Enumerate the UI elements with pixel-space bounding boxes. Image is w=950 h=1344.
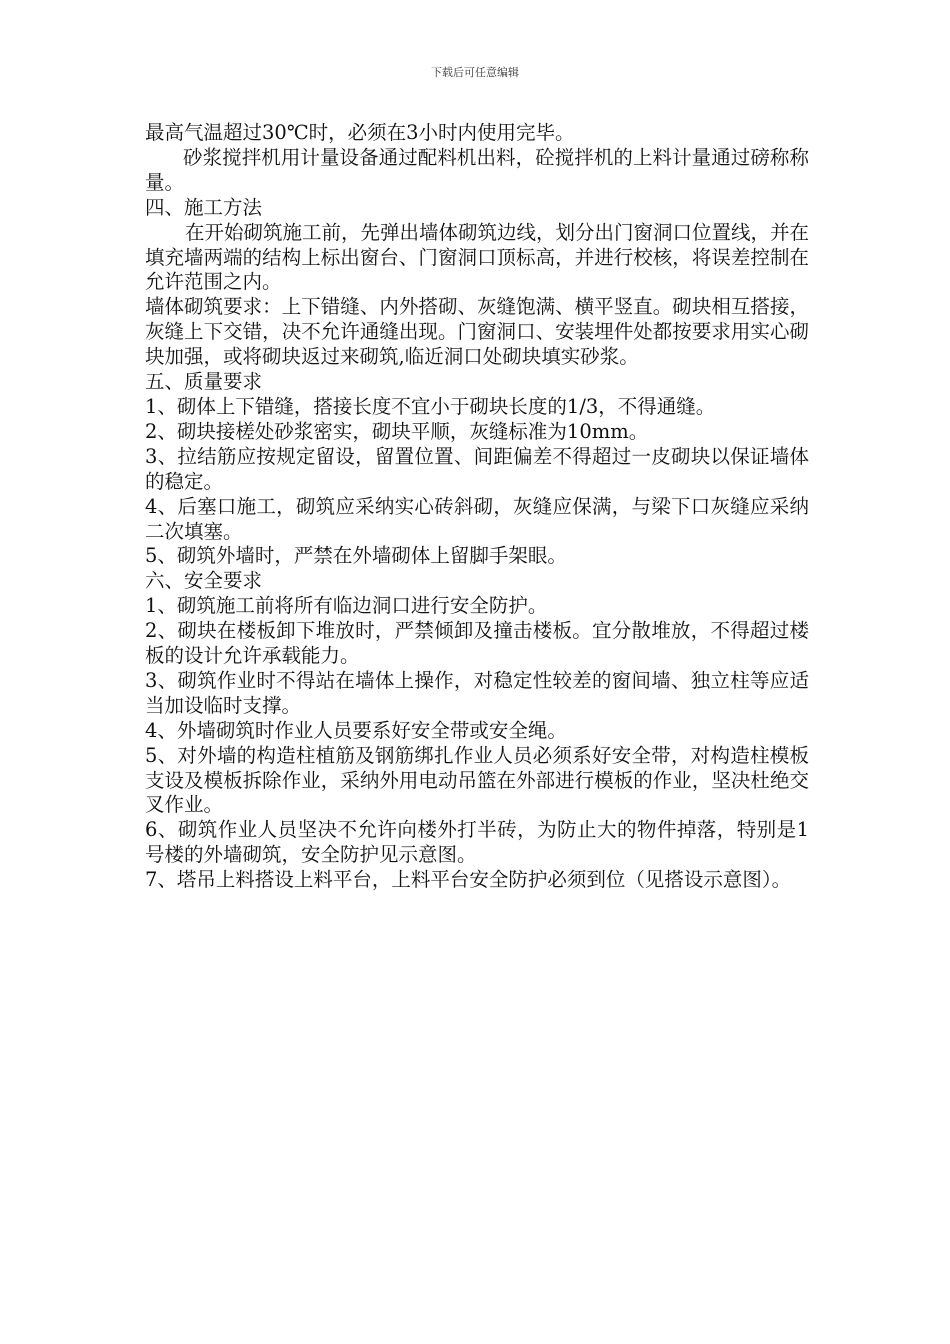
section-heading-safety: 六、安全要求 [145,569,263,593]
paragraph-layout-lines: 在开始砌筑施工前，先弹出墙体砌筑边线，划分出门窗洞口位置线，并在填充墙两端的结构上标出窗台、门窗洞口顶标高，并进行校核，将误差控制在允许范围之内。 [145,220,809,294]
list-item-quality-3: 3、拉结筋应按规定留设，留置位置、间距偏差不得超过一皮砌块以保证墙体的稳定。 [145,444,809,493]
list-item-safety-4: 4、外墙砌筑时作业人员要系好安全带或安全绳。 [145,718,567,742]
list-item-safety-6: 6、砌筑作业人员坚决不允许向楼外打半砖，为防止大的物件掉落，特别是1号楼的外墙砌筑，安全防护见示意图。 [145,818,809,867]
paragraph-mortar-time: 最高气温超过30℃时，必须在3小时内使用完毕。 [145,121,575,144]
document-body [145,121,809,893]
list-item-quality-1: 1、砌体上下错缝，搭接长度不宜小于砌块长度的1/3，不得通缝。 [145,394,716,418]
list-item-safety-1: 1、砌筑施工前将所有临边洞口进行安全防护。 [145,594,548,618]
page-header: 下载后可任意编辑 [431,66,519,79]
paragraph-wall-requirements: 墙体砌筑要求：上下错缝、内外搭砌、灰缝饱满、横平竖直。砌块相互搭接，灰缝上下交错，决不允许通缝出现。门窗洞口、安装埋件处都按要求用实心砌块加强，或将砌块返过来砌筑,临近洞口处砌块填实砂浆。 [145,295,809,369]
paragraph-mixer-metering: 砂浆搅拌机用计量设备通过配料机出料，砼搅拌机的上料计量通过磅称称量。 [145,145,809,194]
list-item-quality-4: 4、后塞口施工，砌筑应采纳实心砖斜砌，灰缝应保满，与梁下口灰缝应采纳二次填塞。 [145,494,809,543]
list-item-quality-2: 2、砌块接槎处砂浆密实，砌块平顺，灰缝标准为10mm。 [145,419,649,443]
list-item-safety-3: 3、砌筑作业时不得站在墙体上操作，对稳定性较差的窗间墙、独立柱等应适当加设临时支撑。 [145,668,809,717]
list-item-safety-5: 5、对外墙的构造柱植筋及钢筋绑扎作业人员必须系好安全带，对构造柱模板支设及模板拆除作业，采纳外用电动吊篮在外部进行模板的作业，坚决杜绝交叉作业。 [145,743,809,817]
section-heading-construction-method: 四、施工方法 [145,195,263,219]
section-heading-quality: 五、质量要求 [145,370,263,394]
list-item-safety-7: 7、塔吊上料搭设上料平台，上料平台安全防护必须到位（见搭设示意图）。 [145,868,792,892]
list-item-safety-2: 2、砌块在楼板卸下堆放时，严禁倾卸及撞击楼板。宜分散堆放，不得超过楼板的设计允许承载能力。 [145,619,809,668]
list-item-quality-5: 5、砌筑外墙时，严禁在外墙砌体上留脚手架眼。 [145,544,567,568]
